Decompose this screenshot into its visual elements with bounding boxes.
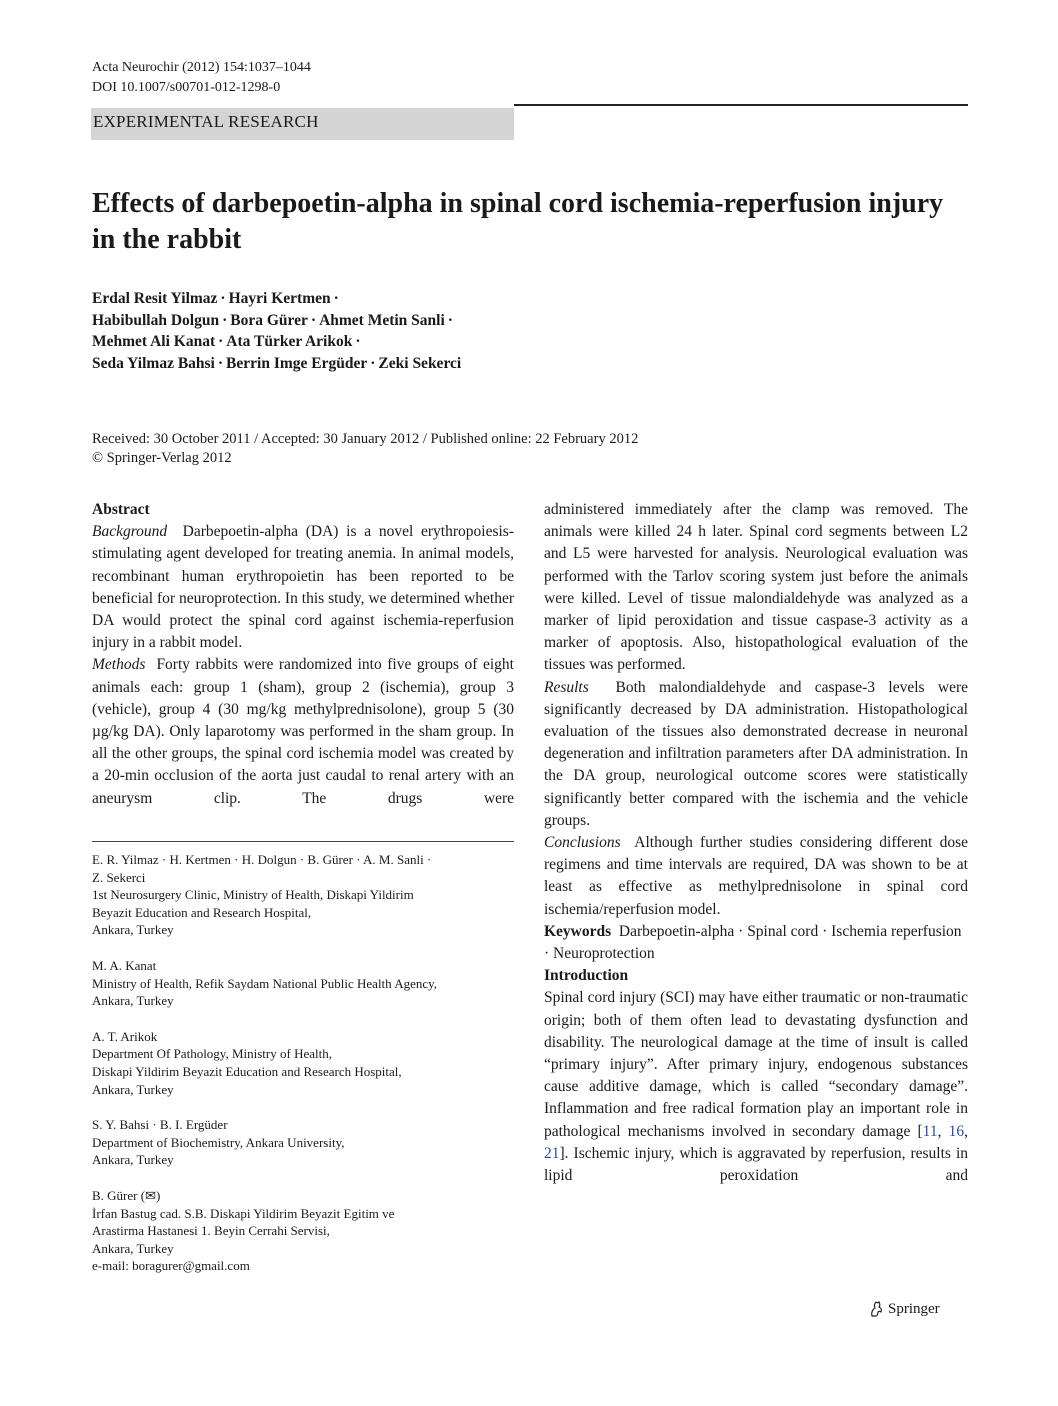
keywords: Keywords Darbepoetin-alpha · Spinal cord · Ischemia reperfusion · Neuroprotection [544,922,962,963]
corresponding-name-close: ) [155,1187,161,1203]
author-line: Mehmet Ali Kanat · Ata Türker Arikok · [92,333,361,350]
affiliation-line: Z. Sekerci [92,869,146,885]
publication-dates [92,430,638,468]
intro-text-part: Spinal cord injury (SCI) may have either traumatic or non-traumatic origin; both of them often lead to devastating dysfunction and disability. The neurological damage at the time of insult is called “primary injury”. After primary injury, endogenous substances cause additive damage, which is called “secondary damage”. Inflammation and free radical formation play an important role in pathological mechanisms involved in secondary damage [ [544,989,968,1140]
background-text: Darbepoetin-alpha (DA) is a novel erythropoiesis-stimulating agent developed for treating anemia. In animal models, recombinant human erythropoietin has been reported to be beneficial for neuroprotection. In this study, we determined whether DA would protect the spinal cord against ischemia-reperfusion injury in a rabbit model. [92,523,514,652]
conclusions-label: Conclusions [544,834,621,852]
methods-label: Methods [92,656,146,674]
affiliation-line: İrfan Bastug cad. S.B. Diskapi Yildirim Beyazit Egitim ve [92,1205,395,1221]
section-label: EXPERIMENTAL RESEARCH [93,112,319,131]
keywords-label: Keywords [544,922,612,940]
author-list [92,288,792,374]
affiliation-line: Ministry of Health, Refik Saydam National Public Health Agency, [92,975,438,991]
affiliation-block [92,1116,522,1169]
copyright: © Springer-Verlag 2012 [92,450,232,466]
publisher-logo [868,1300,940,1318]
envelope-icon: ✉ [145,1187,156,1203]
author-name[interactable]: Mehmet Ali Kanat [92,333,216,350]
affiliation-line: Department of Biochemistry, Ankara University, [92,1134,345,1150]
author-name[interactable]: Zeki Sekerci [378,354,462,372]
corresponding-author [92,1187,522,1275]
doi: DOI 10.1007/s00701-012-1298-0 [92,80,281,95]
affiliation-line: Ankara, Turkey [92,1240,174,1256]
corresponding-name-line [92,1187,522,1205]
date-history: Received: 30 October 2011 / Accepted: 30 January 2012 / Published online: 22 February 2012 [92,431,639,447]
keyword: Ischemia reperfusion [831,922,962,940]
author-name[interactable]: Habibullah Dolgun [92,311,220,329]
abstract-methods [92,654,514,809]
keyword: Darbepoetin-alpha [618,922,735,940]
abstract-right-column [544,499,968,1187]
journal-citation: Acta Neurochir (2012) 154:1037–1044 [92,60,311,75]
introduction-heading: Introduction [544,967,629,985]
affiliation-block [92,851,522,939]
affiliation-block [92,957,522,1010]
results-label: Results [544,678,589,696]
affiliation-line: M. A. Kanat [92,957,157,973]
methods-text: Forty rabbits were randomized into five groups of eight animals each: group 1 (sham), group 2 (ischemia), group 3 (vehicle), group 4 (30 mg/kg methylprednisolone), group 5 (30 µg/kg DA). Only laparotomy was performed in the sham group. In all the other groups, the spinal cord ischemia model was created by a 20-min occlusion of the aorta just caudal to renal artery with an aneurysm clip. The drugs were [92,656,514,807]
affiliation-line: 1st Neurosurgery Clinic, Ministry of Health, Diskapi Yildirim [92,887,414,903]
background-label: Background [92,523,168,541]
introduction-text: Spinal cord injury (SCI) may have either traumatic or non-traumatic origin; both of them often lead to devastating dysfunction and disability. The neurological damage at the time of insult is called “primary injury”. After primary injury, endogenous substances cause additive damage, which is called “secondary damage”. Inflammation and free radical formation play an important role in pathological mechanisms involved in secondary damage [11, 16, 21]. Ischemic injury, which is aggravated by reperfusion, results in lipid peroxidation and [544,989,968,1185]
publisher-name: Springer [888,1300,940,1317]
results-text: Both malondialdehyde and caspase-3 levels were significantly decreased by DA administration. Histopathological evaluation of the tissues also demonstrated decrease in neuronal degeneration and infiltration parameters after DA administration. In the DA group, neurological outcome scores were statistically significantly better compared with the ischemia and the vehicle groups. [544,678,969,829]
journal-header [92,58,311,98]
affiliation-line: Arastirma Hastanesi 1. Beyin Cerrahi Servisi, [92,1223,330,1239]
keyword: Neuroprotection [553,945,655,963]
header-rule [514,104,968,106]
author-name[interactable]: Ata Türker Arikok [226,333,353,350]
author-name[interactable]: Hayri Kertmen [228,290,331,307]
citation-link[interactable]: 21 [544,1144,560,1162]
corresponding-email[interactable]: e-mail: boragurer@gmail.com [92,1258,250,1274]
affiliation-line: S. Y. Bahsi · B. I. Ergüder [92,1117,228,1133]
conclusions-text: Although further studies considering different dose regimens and time intervals are required, DA was shown to be at least as effective as methylprednisolone in spinal cord ischemia/reperfusion model. [544,834,968,918]
author-line: Habibullah Dolgun · Bora Gürer · Ahmet Metin Sanli · [92,311,453,329]
abstract-results [544,677,968,832]
author-name[interactable]: Bora Gürer [230,311,308,329]
author-line: Seda Yilmaz Bahsi · Berrin Imge Ergüder · Zeki Sekerci [92,354,462,372]
abstract-conclusions [544,832,968,921]
affiliation-line: Ankara, Turkey [92,993,174,1009]
affiliation-line: E. R. Yilmaz · H. Kertmen · H. Dolgun · B. Gürer · A. M. Sanli · [92,852,432,867]
abstract-left-column [92,499,514,810]
affiliation-block [92,1028,522,1098]
footnote-rule [92,841,514,842]
author-name[interactable]: Berrin Imge Ergüder [226,354,368,372]
citation-link[interactable]: 11 [922,1122,938,1140]
author-name[interactable]: Erdal Resit Yilmaz [92,290,218,307]
affiliation-line: Diskapi Yildirim Beyazit Education and Research Hospital, [92,1063,402,1079]
corresponding-name: B. Gürer ( [92,1187,146,1203]
abstract-background [92,521,514,654]
section-bar [91,108,514,140]
affiliation-line: Beyazit Education and Research Hospital, [92,904,312,920]
affiliation-line: Ankara, Turkey [92,922,174,938]
abstract-heading: Abstract [92,501,150,518]
affiliation-line: Ankara, Turkey [92,1081,174,1097]
affiliation-line: A. T. Arikok [92,1028,158,1044]
citation-link[interactable]: 16 [948,1122,965,1140]
intro-text-part: ]. Ischemic injury, which is aggravated by reperfusion, results in lipid peroxidation and [544,1144,968,1185]
methods-continued: administered immediately after the clamp was removed. The animals were killed 24 h later. Spinal cord segments between L2 and L5 were harvested for analysis. Neurological evaluation was performed with the Tarlov scoring system just before the animals were killed. Level of tissue malondialdehyde was analyzed as a marker of lipid peroxidation and tissue caspase-3 activity as a marker of apoptosis. Also, histopathological evaluation of the tissues was performed. [544,501,968,674]
springer-horse-icon [868,1300,884,1318]
keyword: Spinal cord [747,922,819,940]
affiliation-line: Department Of Pathology, Ministry of Health, [92,1046,332,1062]
author-name[interactable]: Ahmet Metin Sanli [319,311,445,329]
affiliations [92,851,522,1293]
author-name[interactable]: Seda Yilmaz Bahsi [92,354,215,372]
article-title: Effects of darbepoetin-alpha in spinal cord ischemia-reperfusion injury in the rabbit [92,188,944,255]
author-line: Erdal Resit Yilmaz · Hayri Kertmen · [92,290,339,307]
affiliation-line: Ankara, Turkey [92,1152,174,1168]
